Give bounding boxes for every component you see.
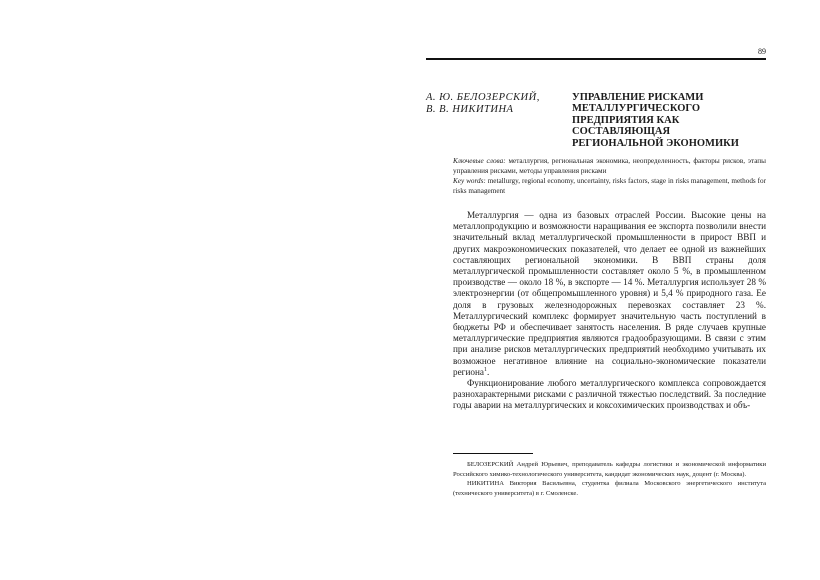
keywords-block — [453, 156, 766, 196]
keywords-russian-label: Ключевые слова: — [453, 157, 506, 165]
title-line-2: МЕТАЛЛУРГИЧЕСКОГО — [572, 103, 700, 115]
keywords-russian — [453, 156, 766, 176]
footnote-author-2: НИКИТИНА Виктория Васильевна, студентка филиала Московского энергетического института (технического университета) в г. Смоленске. — [453, 480, 766, 497]
body-paragraph-1 — [453, 210, 766, 378]
footnote-author-1: БЕЛОЗЕРСКИЙ Андрей Юрьевич, преподаватель кафедры логистики и экономической информатики Российского химико-технологического университета, кандидат экономических наук, доцент (г. Москва). — [453, 461, 766, 478]
article-body — [453, 210, 766, 412]
body-paragraph-2: Функционирование любого металлургического комплекса сопровождается разнохарактерными рисками с различной тяжестью последствий. За последние годы аварии на металлургических и коксохимических производствах и объ- — [453, 378, 766, 411]
article-authors — [426, 92, 576, 116]
keywords-english-label: Key words: — [453, 177, 486, 185]
footnote-rule — [453, 453, 533, 454]
title-line-4: СОСТАВЛЯЮЩАЯ — [572, 126, 671, 138]
footnote-reference: 1 — [483, 366, 487, 373]
title-line-1: УПРАВЛЕНИЕ РИСКАМИ — [572, 92, 704, 103]
page-number: 89 — [758, 47, 766, 56]
title-line-3: ПРЕДПРИЯТИЯ КАК — [572, 114, 680, 126]
keywords-english-text: metallurgy, regional economy, uncertainty, risks factors, stage in risks management, methods for risks management — [453, 177, 766, 195]
body-paragraph-1-end: . — [486, 366, 490, 377]
author-2: В. В. НИКИТИНА — [426, 104, 514, 115]
author-1: А. Ю. БЕЛОЗЕРСКИЙ, — [426, 92, 540, 103]
article-title — [572, 92, 762, 149]
footnotes — [453, 460, 766, 498]
body-paragraph-1-text: Металлургия — одна из базовых отраслей России. Высокие цены на металлопродукцию и возможности наращивания ее экспорта позволили внести значительный вклад металлургической промышленности в прирост ВВП и других макроэкономических показателей, что делает ее одной из важнейших составляющих региональной экономики. В ВВП страны доля металлургической промышленности составляет около 5 %, в промышленном производстве — около 18 %, в экспорте — 14 %. Металлургия использует 28 % электроэнергии (от общепромышленного уровня) и 5,4 % природного газа. Ее доля в грузовых железнодорожных перевозках составляет 23 %. Металлургический комплекс формирует значительную часть поступлений в бюджеты РФ и обеспечивает занятость населения. В ряде случаев крупные металлургические предприятия являются градообразующими. В связи с этим при анализе рисков металлургических предприятий необходимо учитывать их возможное негативное влияние на социально-экономические показатели региона — [453, 210, 766, 377]
header-rule — [426, 58, 766, 60]
keywords-english — [453, 176, 766, 196]
title-line-5: РЕГИОНАЛЬНОЙ ЭКОНОМИКИ — [572, 137, 739, 149]
keywords-russian-text: металлургия, региональная экономика, неопределенность, факторы рисков, этапы управления рисками, методы управления рисками — [453, 157, 766, 175]
